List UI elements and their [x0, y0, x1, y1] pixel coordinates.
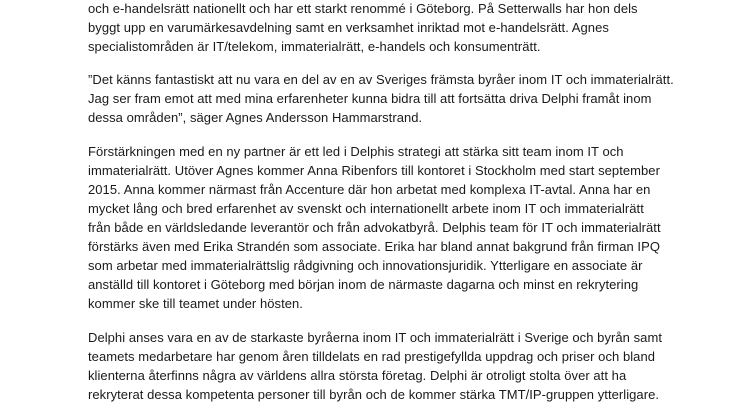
text-line: mycket lång och bred erfarenhet av svenskt och internationellt arbete inom IT och immaterialrätt — [88, 201, 644, 216]
text-line: dessa områden”, säger Agnes Andersson Hammarstrand. — [88, 110, 423, 125]
text-line: 2015. Anna kommer närmast från Accenture där hon arbetat med komplexa IT-avtal. Anna har en — [88, 182, 651, 197]
text-line: immaterialrätt. Utöver Agnes kommer Anna Ribenfors till kontoret i Stockholm med start september — [88, 163, 660, 178]
text-line: Jag ser fram emot att med mina erfarenheter kunna bidra till att fortsätta driva Delphi framåt inom — [88, 91, 652, 106]
text-line: teamets medarbetare har genom åren tilldelats en rad prestigefyllda uppdrag och priser och bland — [88, 349, 656, 364]
text-line: rekryterat dessa kompetenta personer till byrån och de kommer stärka TMT/IP-gruppen ytterligare. — [88, 387, 660, 402]
text-line: anställd till kontoret i Göteborg med början inom de närmaste dagarna och minst en rekrytering — [88, 277, 639, 292]
paragraph-team-strengthening — [88, 142, 661, 313]
paragraph-agnes-background — [88, 0, 638, 56]
text-line: Delphi anses vara en av de starkaste byråerna inom IT och immaterialrätt i Sverige och byrån samt — [88, 330, 662, 345]
text-line: klienterna återfinns några av världens allra största företag. Delphi är otroligt stolta över att ha — [88, 368, 627, 383]
text-line: Förstärkningen med en ny partner är ett led i Delphis strategi att stärka sitt team inom IT och — [88, 144, 624, 159]
text-line: byggt upp en varumärkesavdelning samt en verksamhet inriktad mot e-handelsrätt. Agnes — [88, 20, 609, 35]
text-line: och e-handelsrätt nationellt och har ett starkt renommé i Göteborg. På Setterwalls har hon dels — [88, 1, 638, 16]
text-line: från både en världsledande leverantör och från advokatbyrå. Delphis team för IT och immaterialrätt — [88, 220, 661, 235]
text-line: som arbetar med immaterialrättslig rådgivning och innovationsjuridik. Ytterligare en associate är — [88, 258, 643, 273]
text-line: förstärks även med Erika Strandén som associate. Erika har bland annat bakgrund från firman IPQ — [88, 239, 660, 254]
paragraph-delphi-reputation — [88, 328, 662, 404]
text-line: specialistområden är IT/telekom, immaterialrätt, e-handels och konsumenträtt. — [88, 39, 541, 54]
text-line: ”Det känns fantastiskt att nu vara en del av en av Sveriges främsta byråer inom IT och immaterialrätt. — [88, 72, 674, 87]
paragraph-agnes-quote — [88, 70, 674, 127]
text-line: kommer ske till teamet under hösten. — [88, 296, 303, 311]
